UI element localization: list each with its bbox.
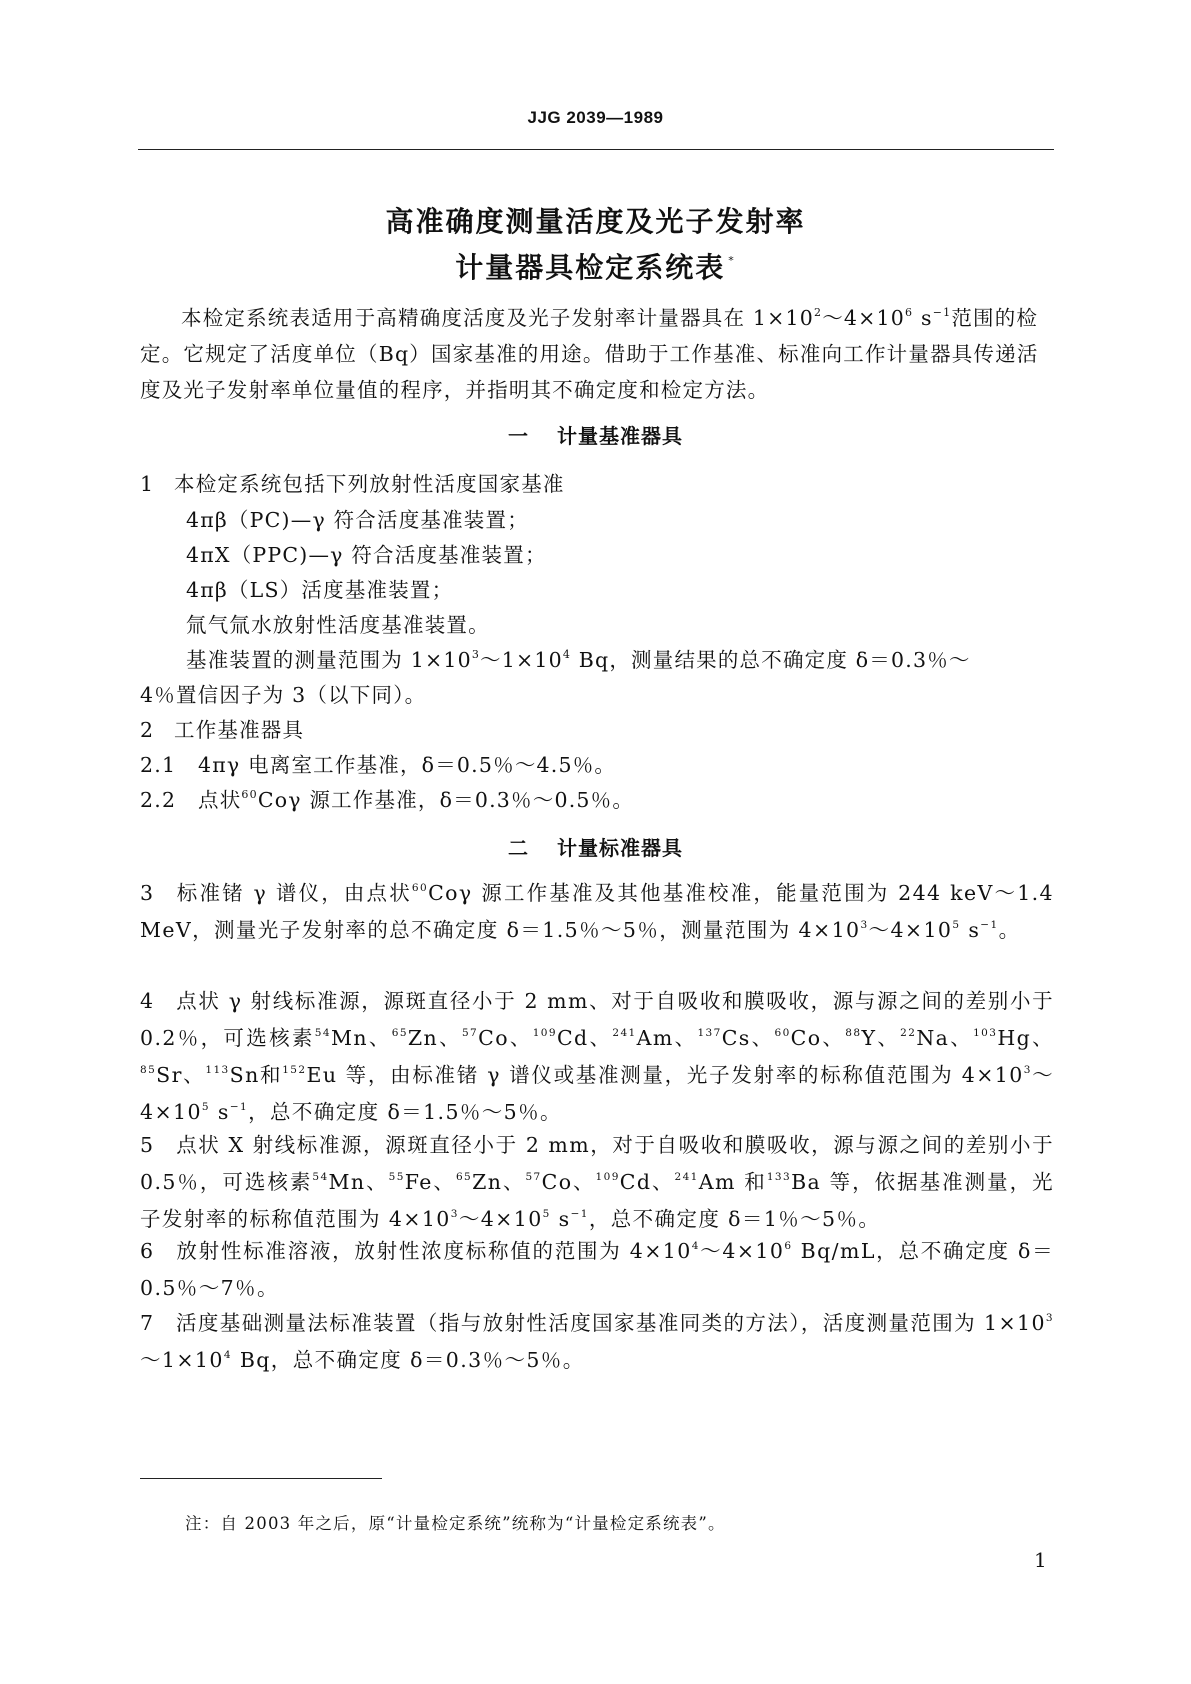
mass-number: 109 [595, 1171, 620, 1183]
separator: 、 [365, 1170, 389, 1194]
mass-number: 65 [455, 1171, 473, 1183]
page-number: 1 [1034, 1548, 1047, 1572]
nuclide [456, 1170, 526, 1194]
nuclide [845, 1026, 900, 1050]
nuclide [312, 1170, 388, 1194]
nuclide-list [312, 1170, 821, 1194]
separator: 、 [821, 1026, 846, 1050]
element-symbol: Co [478, 1026, 509, 1050]
list-item: 2 工作基准器具 [140, 718, 305, 742]
separator: 、 [432, 1170, 456, 1194]
element-symbol: Mn [328, 1170, 366, 1194]
mass-number: 60 [774, 1027, 791, 1039]
document-code-header: JJG 2039—1989 [527, 108, 664, 127]
element-symbol: Hg [997, 1026, 1032, 1050]
mass-number: 241 [674, 1171, 699, 1183]
separator: 、 [588, 1026, 613, 1050]
separator: 、 [750, 1026, 775, 1050]
list-item: 5 点状 X 射线标准源，源斑直径小于 2 mm，对于自吸收和膜吸收，源与源之间的差别小于 0.5％，可选核素$^{54}$Mn、$^{55}$Fe、$^{65}$Zn、$^{57}$Co、$^{109}$Cd、$^{241}$Am 和$^{133}$Ba 等，依据基准测量，光子发射率的标称值范围为 $4\times 10^3\sim 4\times 10^5$ $s^{-1}$，总不确定度 δ＝1％～5％。 [140, 1133, 1055, 1231]
separator: 、 [438, 1026, 462, 1050]
separator: 、 [651, 1170, 675, 1194]
nuclide [973, 1026, 1054, 1050]
nuclide [900, 1026, 973, 1050]
element-symbol: Cd [619, 1170, 652, 1194]
footnote-rule [140, 1478, 382, 1479]
mass-number: 109 [532, 1027, 557, 1039]
element-symbol: Am [636, 1026, 674, 1050]
nuclide [612, 1026, 697, 1050]
nuclide [315, 1026, 392, 1050]
nuclide [767, 1170, 821, 1194]
title-text: 计量器具检定系统表 [455, 251, 726, 284]
section-heading-1: 一 计量基准器具 [508, 424, 683, 448]
element-symbol: Fe [404, 1170, 433, 1194]
separator: 、 [182, 1063, 206, 1087]
list-item: 3 标准锗 γ 谱仪，由点状$^{60}$Coγ 源工作基准及其他基准校准，能量范围为 244 keV～1.4 MeV，测量光子发射率的总不确定度 δ＝1.5％～5％，测量范围为 $4\times 10^3\sim 4\times 10^5$ $s^{-1}$。 [140, 881, 1054, 942]
separator: 、 [508, 1026, 533, 1050]
nuclide [389, 1170, 456, 1194]
separator: 、 [673, 1026, 698, 1050]
intro-paragraph: 本检定系统表适用于高精确度活度及光子发射率计量器具在 $1\times 10^2\sim 4\times 10^6$ $s^{-1}$范围的检定。它规定了活度单位（Bq）国家基准的用途。借助于工作基准、标准向工作计量器具传递活度及光子发射率单位量值的程序，并指明其不确定度和检定方法。 [140, 306, 1039, 402]
element-symbol: Eu [306, 1063, 338, 1087]
element-symbol: Co [541, 1170, 573, 1194]
element-symbol: Co [790, 1026, 822, 1050]
nuclide [525, 1170, 595, 1194]
page-title-line2 [0, 246, 1191, 286]
element-symbol: Y [861, 1026, 877, 1050]
separator: 、 [502, 1170, 526, 1194]
list-item: 4％置信因子为 3（以下同）。 [140, 683, 427, 707]
element-symbol: Ba [791, 1170, 822, 1194]
mass-number: 113 [205, 1064, 230, 1076]
mass-number: 103 [973, 1027, 998, 1039]
section-heading-2: 二 计量标准器具 [508, 836, 683, 860]
list-item: 7 活度基础测量法标准装置（指与放射性活度国家基准同类的方法），活度测量范围为 $1\times 10^3\sim 1\times 10^4$ Bq，总不确定度 δ＝0.3％～5％。 [140, 1311, 1054, 1372]
element-symbol: Cs [721, 1026, 751, 1050]
separator: 和 [259, 1063, 283, 1087]
mass-number: 152 [282, 1064, 307, 1076]
list-item: 4πβ（PC)—γ 符合活度基准装置； [186, 508, 529, 532]
separator: 、 [367, 1026, 392, 1050]
nuclide [462, 1026, 533, 1050]
nuclide [392, 1026, 462, 1050]
list-item: 4πX（PPC)—γ 符合活度基准装置； [186, 543, 547, 567]
nuclide [697, 1026, 774, 1050]
element-symbol: Am [698, 1170, 736, 1194]
nuclide [140, 1063, 205, 1087]
list-item: 基准装置的测量范围为 $1\times 10^3\sim 1\times 10^4$ Bq，测量结果的总不确定度 δ＝0.3％～ [186, 648, 971, 672]
list-item: 2.1 4πγ 电离室工作基准，δ＝0.5％～4.5％。 [140, 753, 617, 777]
nuclide [282, 1063, 337, 1087]
mass-number: 85 [140, 1064, 157, 1076]
element-symbol: Zn [472, 1170, 503, 1194]
element-symbol: Zn [407, 1026, 439, 1050]
footnote: 注：自 2003 年之后，原“计量检定系统”统称为“计量检定系统表”。 [185, 1514, 726, 1533]
page-title-line1: 高准确度测量活度及光子发射率 [385, 205, 806, 238]
mass-number: 57 [525, 1171, 542, 1183]
element-symbol: Sr [156, 1063, 183, 1087]
mass-number: 88 [845, 1027, 862, 1039]
separator: 和 [735, 1170, 767, 1194]
element-symbol: Sn [229, 1063, 260, 1087]
mass-number: 22 [900, 1027, 917, 1039]
nuclide [675, 1170, 767, 1194]
list-item: 4 点状 γ 射线标准源，源斑直径小于 2 mm、对于自吸收和膜吸收，源与源之间的差别小于 0.2％，可选核素$^{54}$Mn、$^{65}$Zn、$^{57}$Co、$^{109}$Cd、$^{241}$Am、$^{137}$Cs、$^{60}$Co、$^{88}$Y、$^{22}$Na、$^{103}$Hg、$^{85}$Sr、$^{113}$Sn和$^{152}$Eu 等，由标准锗 γ 谱仪或基准测量，光子发射率的标称值范围为 $4\times 10^3\sim 4\times 10^5$ $s^{-1}$，总不确定度 δ＝1.5％～5％。 [140, 989, 1055, 1124]
separator: 、 [949, 1026, 974, 1050]
element-symbol: Mn [330, 1026, 368, 1050]
nuclide [205, 1063, 282, 1087]
list-item: 6 放射性标准溶液，放射性浓度标称值的范围为 $4\times 10^4\sim 4\times 10^6$ Bq/mL，总不确定度 δ＝0.5％～7％。 [140, 1239, 1054, 1300]
mass-number: 133 [766, 1171, 792, 1183]
element-symbol: Cd [556, 1026, 589, 1050]
list-item: 氚气氚水放射性活度基准装置。 [186, 613, 490, 637]
mass-number: 241 [612, 1027, 637, 1039]
nuclide [596, 1170, 675, 1194]
list-item: 1 本检定系统包括下列放射性活度国家基准 [140, 472, 565, 496]
mass-number: 57 [461, 1027, 479, 1039]
list-item: 2.2 点状$^{60}$Coγ 源工作基准，δ＝0.3％～0.5％。 [140, 788, 635, 812]
mass-number: 65 [391, 1027, 408, 1039]
nuclide [774, 1026, 845, 1050]
separator: 、 [572, 1170, 596, 1194]
element-symbol: Na [916, 1026, 950, 1050]
title-footnote-mark: * [728, 254, 736, 267]
list-item: 4πβ（LS）活度基准装置； [186, 578, 454, 602]
mass-number: 54 [314, 1027, 331, 1039]
separator: 、 [1031, 1026, 1054, 1050]
mass-number: 55 [388, 1171, 405, 1183]
header-rule [138, 149, 1054, 150]
separator: 、 [876, 1026, 901, 1050]
mass-number: 137 [697, 1027, 722, 1039]
nuclide [533, 1026, 613, 1050]
mass-number: 54 [312, 1171, 329, 1183]
